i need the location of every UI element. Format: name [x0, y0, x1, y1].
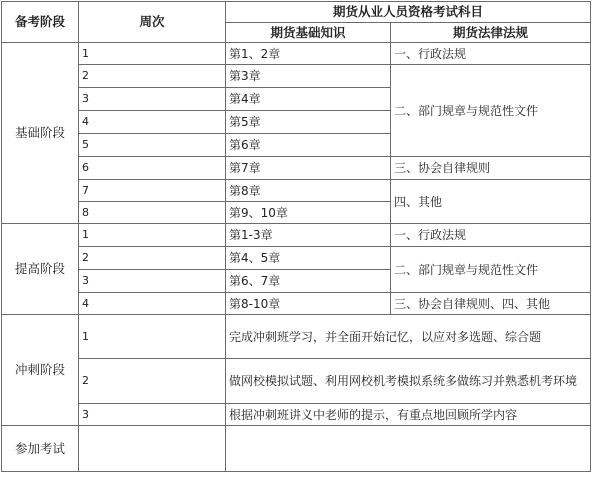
header-subjects: 期货从业人员资格考试科目: [226, 2, 591, 23]
basic-cell: 第4、5章: [226, 247, 391, 270]
table-row: [2, 43, 591, 65]
table-row: [2, 404, 591, 426]
basic-cell: 第3章: [226, 65, 391, 88]
stage-exam: 参加考试: [2, 426, 79, 472]
table-row: [2, 224, 591, 247]
table-row: [2, 157, 591, 180]
law-cell: 三、协会自律规则: [391, 157, 591, 180]
week-cell: 3: [79, 270, 226, 293]
week-cell: 2: [79, 359, 226, 404]
law-cell: 二、部门规章与规范性文件: [391, 247, 591, 293]
basic-cell: 第1-3章: [226, 224, 391, 247]
week-cell: 1: [79, 43, 226, 65]
task-cell: 完成冲刺班学习，并全面开始记忆，以应对多选题、综合题: [226, 315, 591, 359]
law-cell: 一、行政法规: [391, 224, 591, 247]
week-cell: 1: [79, 315, 226, 359]
week-cell: 1: [79, 224, 226, 247]
basic-cell: 第5章: [226, 111, 391, 134]
table-row: [2, 180, 591, 202]
task-cell: 做网校模拟试题、利用网校机考模拟系统多做练习并熟悉机考环境: [226, 359, 591, 404]
basic-cell: 第9、10章: [226, 202, 391, 224]
week-cell: 6: [79, 157, 226, 180]
table-row: [2, 65, 591, 88]
header-week: 周次: [79, 2, 226, 43]
law-cell: 三、协会自律规则、四、其他: [391, 293, 591, 315]
header-law: 期货法律法规: [391, 23, 591, 43]
week-cell: 7: [79, 180, 226, 202]
week-cell: 4: [79, 111, 226, 134]
table-row: [2, 426, 591, 472]
week-cell: 4: [79, 293, 226, 315]
week-cell: 8: [79, 202, 226, 224]
stage-sprint: 冲刺阶段: [2, 315, 79, 426]
table-row: [2, 293, 591, 315]
stage-foundation: 基础阶段: [2, 43, 79, 224]
law-cell: 一、行政法规: [391, 43, 591, 65]
basic-cell: 第6章: [226, 134, 391, 157]
study-plan-table: [1, 1, 591, 472]
basic-cell: 第1、2章: [226, 43, 391, 65]
week-cell: 5: [79, 134, 226, 157]
basic-cell: 第8章: [226, 180, 391, 202]
task-cell: 根据冲刺班讲义中老师的提示，有重点地回顾所学内容: [226, 404, 591, 426]
header-row: [2, 2, 591, 23]
week-cell: 2: [79, 247, 226, 270]
week-cell: [79, 426, 226, 472]
week-cell: 2: [79, 65, 226, 88]
law-cell: 四、其他: [391, 180, 591, 224]
basic-cell: 第7章: [226, 157, 391, 180]
table-row: [2, 247, 591, 270]
header-stage: 备考阶段: [2, 2, 79, 43]
week-cell: 3: [79, 88, 226, 111]
exam-content-cell: [226, 426, 591, 472]
law-cell: 二、部门规章与规范性文件: [391, 65, 591, 157]
basic-cell: 第4章: [226, 88, 391, 111]
week-cell: 3: [79, 404, 226, 426]
header-basic: 期货基础知识: [226, 23, 391, 43]
stage-advanced: 提高阶段: [2, 224, 79, 315]
basic-cell: 第6、7章: [226, 270, 391, 293]
basic-cell: 第8-10章: [226, 293, 391, 315]
table-row: [2, 315, 591, 359]
table-row: [2, 359, 591, 404]
